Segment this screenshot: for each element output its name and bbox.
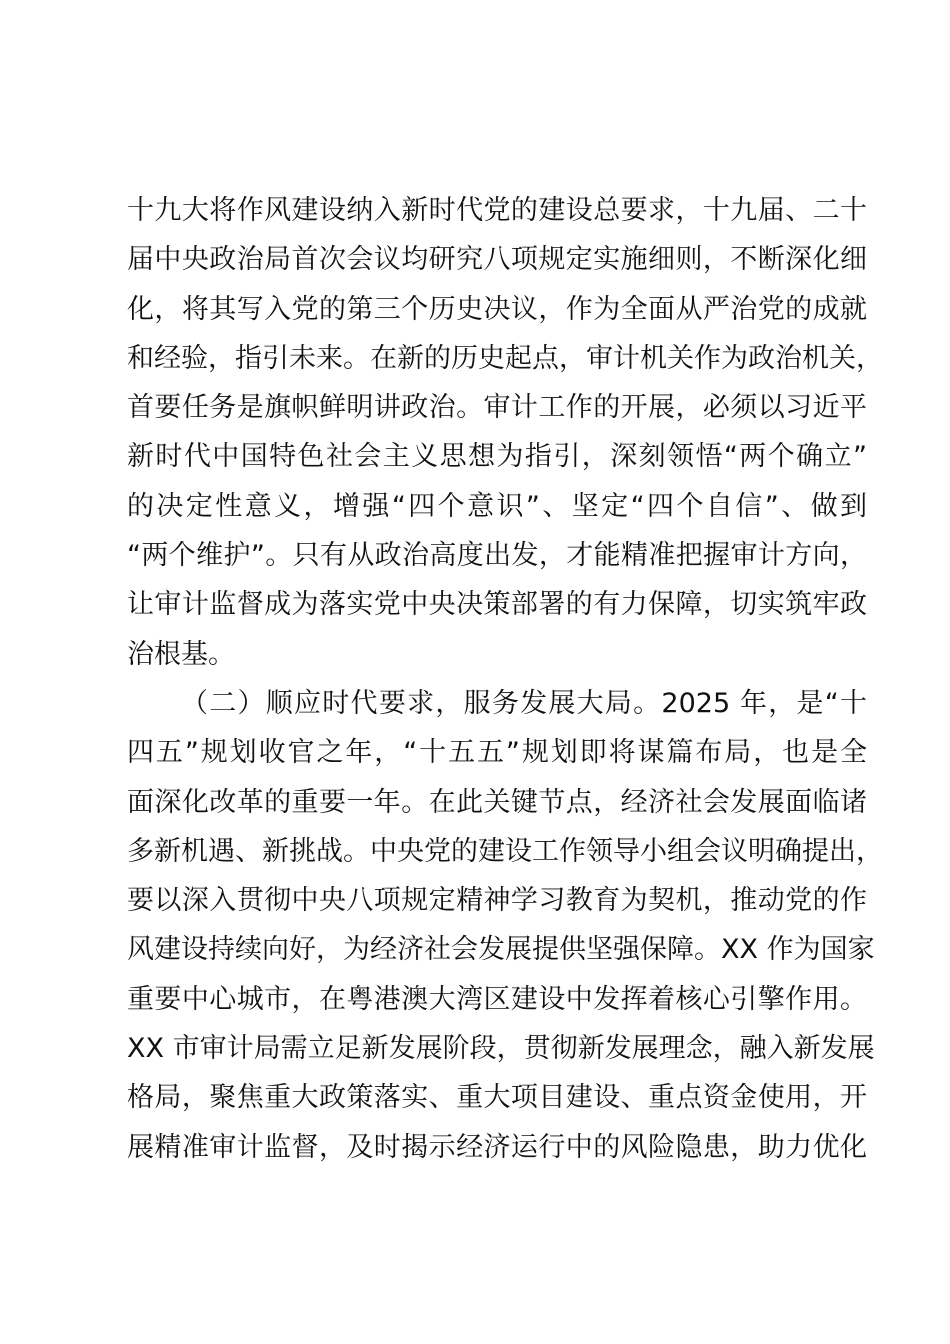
text-line: 化，将其写入党的第三个历史决议，作为全面从严治党的成就 bbox=[127, 293, 867, 325]
text-line: 风建设持续向好，为经济社会发展提供坚强保障。XX 作为国家 bbox=[127, 934, 875, 966]
text-line: 展精准审计监督，及时揭示经济运行中的风险隐患，助力优化 bbox=[127, 1131, 867, 1163]
text-line: 治根基。 bbox=[127, 638, 235, 670]
text-line: 让审计监督成为落实党中央决策部署的有力保障，切实筑牢政 bbox=[127, 589, 867, 621]
section-heading-line: （二）顺应时代要求，服务发展大局。2025 年，是“十 bbox=[181, 687, 867, 719]
text-line: 四五”规划收官之年，“十五五”规划即将谋篇布局，也是全 bbox=[127, 737, 867, 769]
text-line: 首要任务是旗帜鲜明讲政治。审计工作的开展，必须以习近平 bbox=[127, 392, 867, 424]
text-line: 和经验，指引未来。在新的历史起点，审计机关作为政治机关， bbox=[127, 342, 883, 374]
paragraph-2 bbox=[127, 679, 883, 1172]
document-body bbox=[127, 186, 883, 1172]
text-line: 的决定性意义，增强“四个意识”、坚定“四个自信”、做到 bbox=[127, 490, 867, 522]
text-line: 多新机遇、新挑战。中央党的建设工作领导小组会议明确提出， bbox=[127, 835, 883, 867]
text-line: XX 市审计局需立足新发展阶段，贯彻新发展理念，融入新发展 bbox=[127, 1033, 875, 1065]
text-line: 十九大将作风建设纳入新时代党的建设总要求，十九届、二十 bbox=[127, 195, 867, 226]
text-line: 面深化改革的重要一年。在此关键节点，经济社会发展面临诸 bbox=[127, 786, 867, 818]
text-line: 届中央政治局首次会议均研究八项规定实施细则，不断深化细 bbox=[127, 244, 867, 276]
text-line: 格局，聚焦重大政策落实、重大项目建设、重点资金使用，开 bbox=[127, 1082, 867, 1114]
text-line: 要以深入贯彻中央八项规定精神学习教育为契机，推动党的作 bbox=[127, 885, 867, 917]
text-line: 新时代中国特色社会主义思想为指引，深刻领悟“两个确立” bbox=[127, 441, 867, 473]
paragraph-1 bbox=[127, 186, 883, 679]
text-line: 重要中心城市，在粤港澳大湾区建设中发挥着核心引擎作用。 bbox=[127, 983, 867, 1015]
text-line: “两个维护”。只有从政治高度出发，才能精准把握审计方向， bbox=[127, 540, 867, 572]
